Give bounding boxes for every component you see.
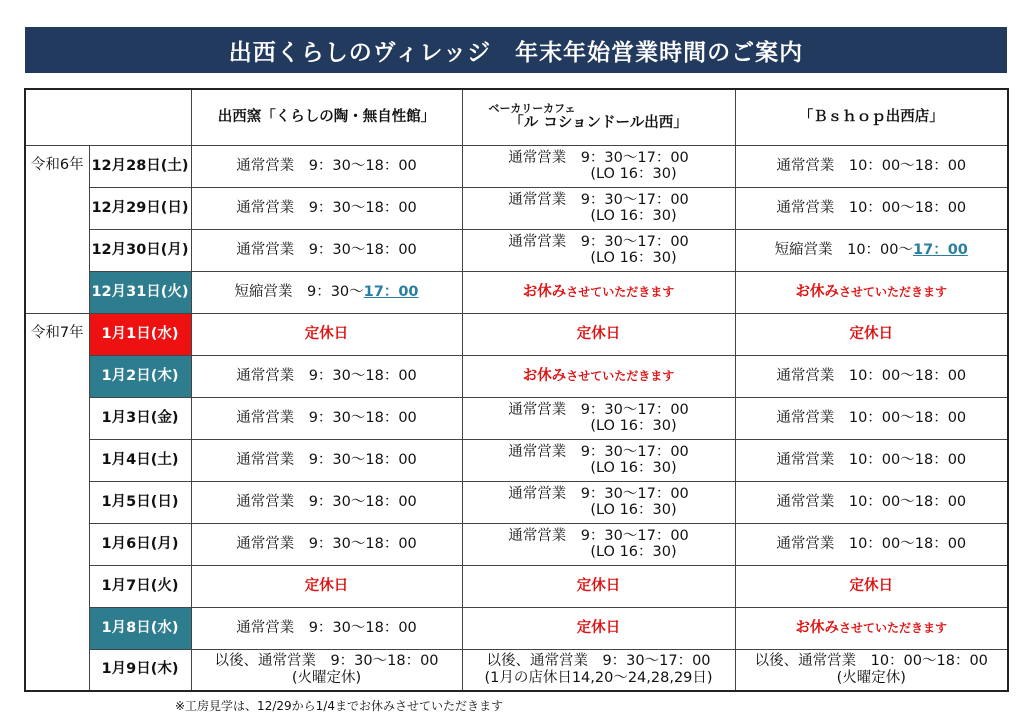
shop1-cell — [191, 649, 462, 691]
footnote: ※工房見学は、12/29から1/4までお休みさせていただきます — [175, 699, 503, 713]
table-row — [25, 271, 1008, 313]
shop1-cell: 通常営業 9：30～18：00 — [191, 145, 462, 187]
rest-label: お休み — [522, 367, 567, 384]
shop2-closed: 定休日 — [462, 565, 735, 607]
shop2-cell — [462, 187, 735, 229]
shop1-cell: 通常営業 9：30～18：00 — [191, 607, 462, 649]
shop1-closed: 定休日 — [191, 313, 462, 355]
shop1-after-note: (火曜定休) — [291, 669, 362, 686]
rest-label: お休み — [795, 619, 839, 636]
shop3-cell — [735, 649, 1008, 691]
shop3-closed: 定休日 — [735, 565, 1008, 607]
shop1-short-end: 17：00 — [363, 283, 419, 300]
shop2-cell — [462, 439, 735, 481]
shop2-cell — [462, 355, 735, 397]
rest-label: お休み — [795, 283, 839, 300]
shop1-after-hours: 以後、通常営業 9：30～18：00 — [214, 652, 439, 669]
rest-sub-label: させていただきます — [566, 284, 675, 299]
shop2-cell — [462, 229, 735, 271]
header-shop3: 「Ｂｓｈｏｐ出西店」 — [735, 89, 1008, 145]
table-row — [25, 565, 1008, 607]
date-cell: 1月6日(月) — [89, 523, 191, 565]
shop2-hours: 通常営業 9：30～17：00 — [508, 234, 689, 250]
shop3-cell: 通常営業 10：00～18：00 — [735, 187, 1008, 229]
header-empty — [25, 89, 191, 145]
page-title: 出西くらしのヴィレッジ 年末年始営業時間のご案内 — [25, 27, 1007, 73]
shop2-lo: (LO 16：30) — [590, 208, 677, 224]
date-cell: 1月7日(火) — [89, 565, 191, 607]
shop1-cell: 通常営業 9：30～18：00 — [191, 481, 462, 523]
shop2-cell — [462, 523, 735, 565]
shop1-closed: 定休日 — [191, 565, 462, 607]
rest-sub-label: させていただきます — [838, 620, 947, 635]
header-shop1: 出西窯「くらしの陶・無自性館」 — [191, 89, 462, 145]
date-cell: 12月29日(日) — [89, 187, 191, 229]
rest-sub-label: させていただきます — [838, 284, 947, 299]
table-row — [25, 397, 1008, 439]
header-shop2 — [462, 89, 735, 145]
shop2-hours: 通常営業 9：30～17：00 — [508, 528, 689, 544]
shop2-after-note: (1月の店休日14,20～24,28,29日) — [484, 669, 713, 686]
shop3-cell: 通常営業 10：00～18：00 — [735, 145, 1008, 187]
shop1-cell: 通常営業 9：30～18：00 — [191, 523, 462, 565]
table-row — [25, 649, 1008, 691]
year-label-r7: 令和7年 — [25, 313, 89, 691]
table-row — [25, 229, 1008, 271]
date-cell-highlight: 12月31日(火) — [89, 271, 191, 313]
date-cell: 1月3日(金) — [89, 397, 191, 439]
shop2-lo: (LO 16：30) — [590, 544, 677, 560]
shop3-cell: 通常営業 10：00～18：00 — [735, 481, 1008, 523]
schedule-table — [24, 88, 1009, 692]
shop2-cell — [462, 397, 735, 439]
header-shop2-name: 「ル コションドール出西」 — [509, 115, 688, 132]
table-row — [25, 607, 1008, 649]
shop2-after-hours: 以後、通常営業 9：30～17：00 — [486, 652, 711, 669]
table-row — [25, 439, 1008, 481]
shop2-cell — [462, 145, 735, 187]
rest-sub-label: させていただきます — [566, 368, 675, 383]
shop3-short-hours: 短縮営業 10：00～ — [774, 241, 914, 258]
shop3-cell — [735, 271, 1008, 313]
shop3-cell — [735, 229, 1008, 271]
shop1-cell: 通常営業 9：30～18：00 — [191, 355, 462, 397]
shop2-cell — [462, 649, 735, 691]
shop2-closed: 定休日 — [462, 313, 735, 355]
shop2-lo: (LO 16：30) — [590, 502, 677, 518]
shop2-hours: 通常営業 9：30～17：00 — [508, 444, 689, 460]
table-row — [25, 145, 1008, 187]
shop1-cell: 通常営業 9：30～18：00 — [191, 439, 462, 481]
date-cell-highlight: 1月8日(水) — [89, 607, 191, 649]
date-cell: 12月28日(土) — [89, 145, 191, 187]
shop2-lo: (LO 16：30) — [590, 418, 677, 434]
shop3-cell — [735, 607, 1008, 649]
shop3-cell: 通常営業 10：00～18：00 — [735, 397, 1008, 439]
table-row — [25, 355, 1008, 397]
shop3-after-hours: 以後、通常営業 10：00～18：00 — [754, 652, 988, 669]
shop2-lo: (LO 16：30) — [590, 166, 677, 182]
shop1-cell — [191, 271, 462, 313]
shop1-cell: 通常営業 9：30～18：00 — [191, 397, 462, 439]
shop3-cell: 通常営業 10：00～18：00 — [735, 355, 1008, 397]
header-row — [25, 89, 1008, 145]
table-row — [25, 481, 1008, 523]
shop2-cell — [462, 271, 735, 313]
date-cell-highlight: 1月2日(木) — [89, 355, 191, 397]
date-cell: 1月5日(日) — [89, 481, 191, 523]
date-cell: 1月9日(木) — [89, 649, 191, 691]
date-cell-holiday: 1月1日(水) — [89, 313, 191, 355]
shop3-closed: 定休日 — [735, 313, 1008, 355]
date-cell: 12月30日(月) — [89, 229, 191, 271]
shop3-cell: 通常営業 10：00～18：00 — [735, 439, 1008, 481]
rest-label: お休み — [522, 283, 567, 300]
shop1-cell: 通常営業 9：30～18：00 — [191, 229, 462, 271]
shop2-cell — [462, 481, 735, 523]
shop2-hours: 通常営業 9：30～17：00 — [508, 192, 689, 208]
year-label-r6: 令和6年 — [25, 145, 89, 313]
shop2-closed: 定休日 — [462, 607, 735, 649]
date-cell: 1月4日(土) — [89, 439, 191, 481]
header-shop2-small: ベーカリーカフェ — [488, 102, 576, 116]
shop2-hours: 通常営業 9：30～17：00 — [508, 486, 689, 502]
shop3-after-note: (火曜定休) — [836, 669, 906, 686]
shop2-hours: 通常営業 9：30～17：00 — [508, 402, 689, 418]
shop1-cell: 通常営業 9：30～18：00 — [191, 187, 462, 229]
table-row — [25, 523, 1008, 565]
shop2-lo: (LO 16：30) — [590, 250, 677, 266]
shop3-short-end: 17：00 — [913, 241, 968, 258]
table-row — [25, 187, 1008, 229]
table-row — [25, 313, 1008, 355]
shop2-lo: (LO 16：30) — [590, 460, 677, 476]
shop1-short-hours: 短縮営業 9：30～ — [234, 283, 364, 300]
shop3-cell: 通常営業 10：00～18：00 — [735, 523, 1008, 565]
shop2-hours: 通常営業 9：30～17：00 — [508, 150, 689, 166]
